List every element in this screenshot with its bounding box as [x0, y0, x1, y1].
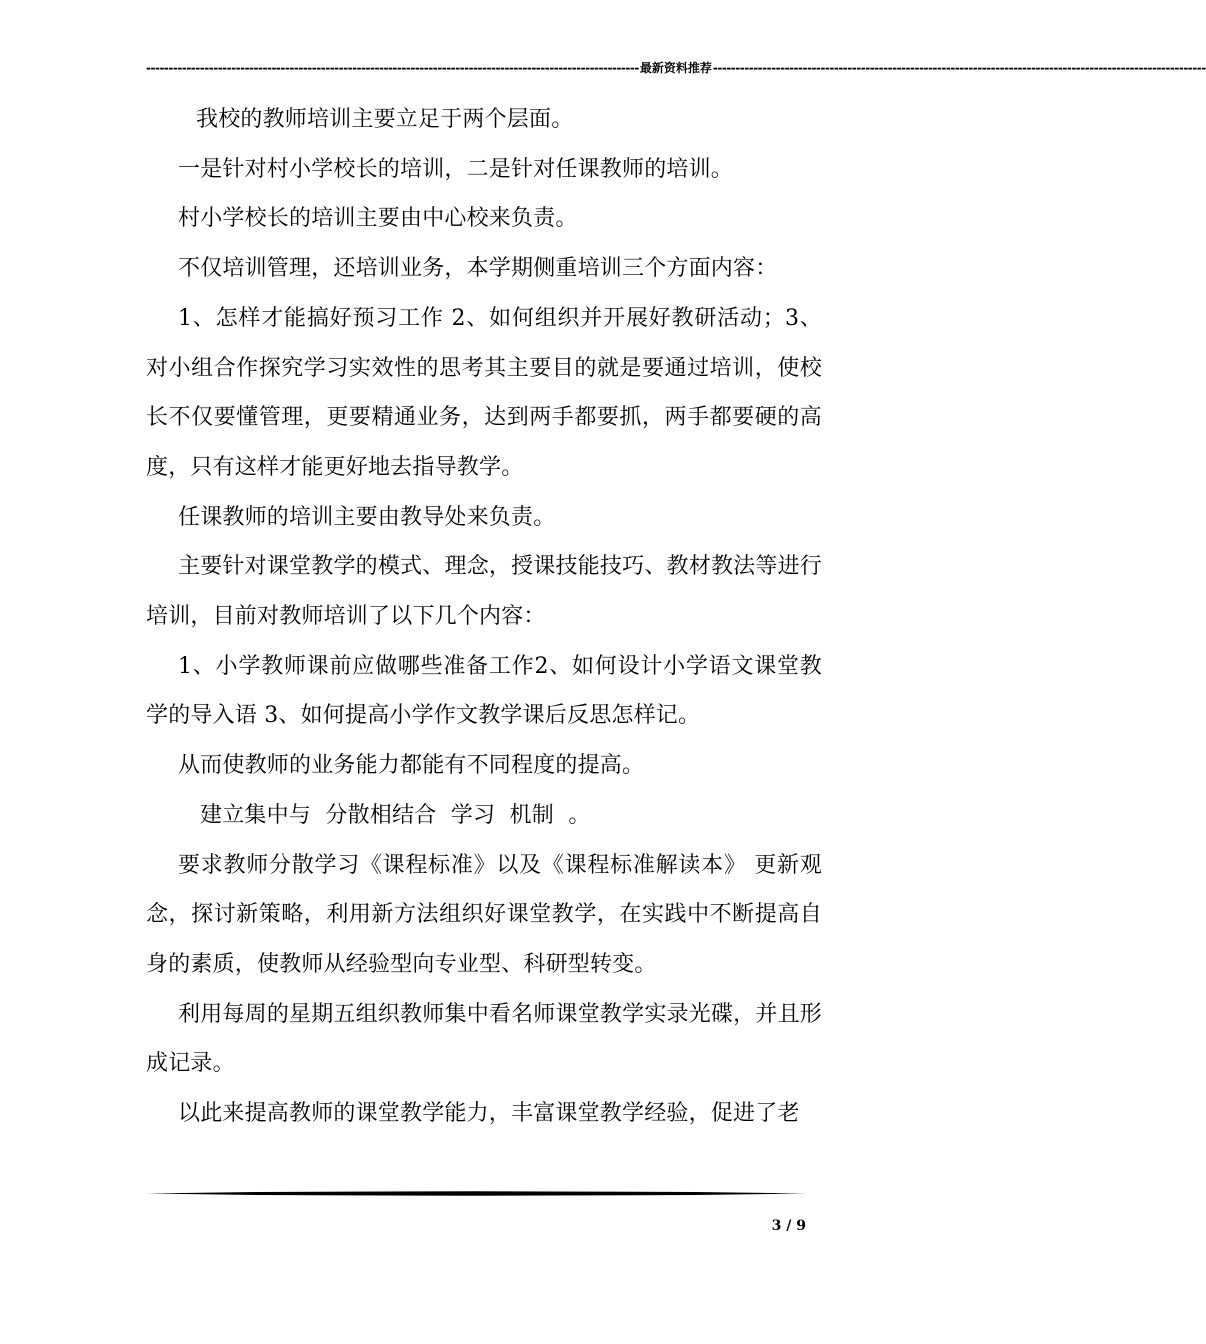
- footer-rule-graphic: [146, 1191, 806, 1196]
- footer-rule: [146, 1191, 806, 1196]
- page-header: [146, 58, 1206, 78]
- paragraph-9: 从而使教师的业务能力都能有不同程度的提高。: [178, 753, 645, 779]
- paragraph-1: 我校的教师培训主要立足于两个层面。: [196, 107, 574, 132]
- paragraph-11: 要求教师分散学习《课程标准》以及《课程标准解读本》 更新观念，探讨新策略，利用新方法组织好课堂教学，在实践中不断提高自身的素质，使教师从经验型向专业型、科研型转变。: [146, 852, 822, 977]
- paragraph-13: 以此来提高教师的课堂教学能力，丰富课堂教学经验，促进了老: [178, 1101, 800, 1127]
- header-title: 最新资料推荐: [639, 61, 712, 75]
- paragraph-4: 不仅培训管理，还培训业务，本学期侧重培训三个方面内容：: [178, 256, 778, 282]
- paragraph-5: 1、怎样才能搞好预习工作 2、如何组织并开展好教研活动；3、对小组合作探究学习实效性的思考其主要目的就是要通过培训，使校长不仅要懂管理，更要精通业务，达到两手都要抓，两手都要硬的高度，只有这样才能更好地去指导教学。: [146, 305, 822, 480]
- header-left-rule: --------------------------------------------------------------------------------------------------------------: [146, 61, 639, 75]
- paragraph-7: 主要针对课堂教学的模式、理念，授课技能技巧、教材教法等进行培训，目前对教师培训了以下几个内容：: [146, 554, 822, 630]
- paragraph-6: 任课教师的培训主要由教导处来负责。: [178, 504, 556, 530]
- paragraph-10: 建立集中与 分散相结合 学习 机制 。: [200, 802, 591, 828]
- header-right-rule: --------------------------------------------------------------------------------------------------------------: [712, 61, 1206, 75]
- paragraph-12: 利用每周的星期五组织教师集中看名师课堂教学实录光碟，并且形成记录。: [146, 1001, 822, 1077]
- page-number: 3 / 9: [771, 1218, 806, 1234]
- paragraph-2: 一是针对村小学校长的培训，二是针对任课教师的培训。: [178, 156, 734, 182]
- paragraph-8: 1、小学教师课前应做哪些准备工作2、如何设计小学语文课堂教学的导入语 3、如何提高小学作文教学课后反思怎样记。: [146, 653, 822, 729]
- document-body: [146, 95, 822, 1139]
- paragraph-3: 村小学校长的培训主要由中心校来负责。: [178, 206, 578, 232]
